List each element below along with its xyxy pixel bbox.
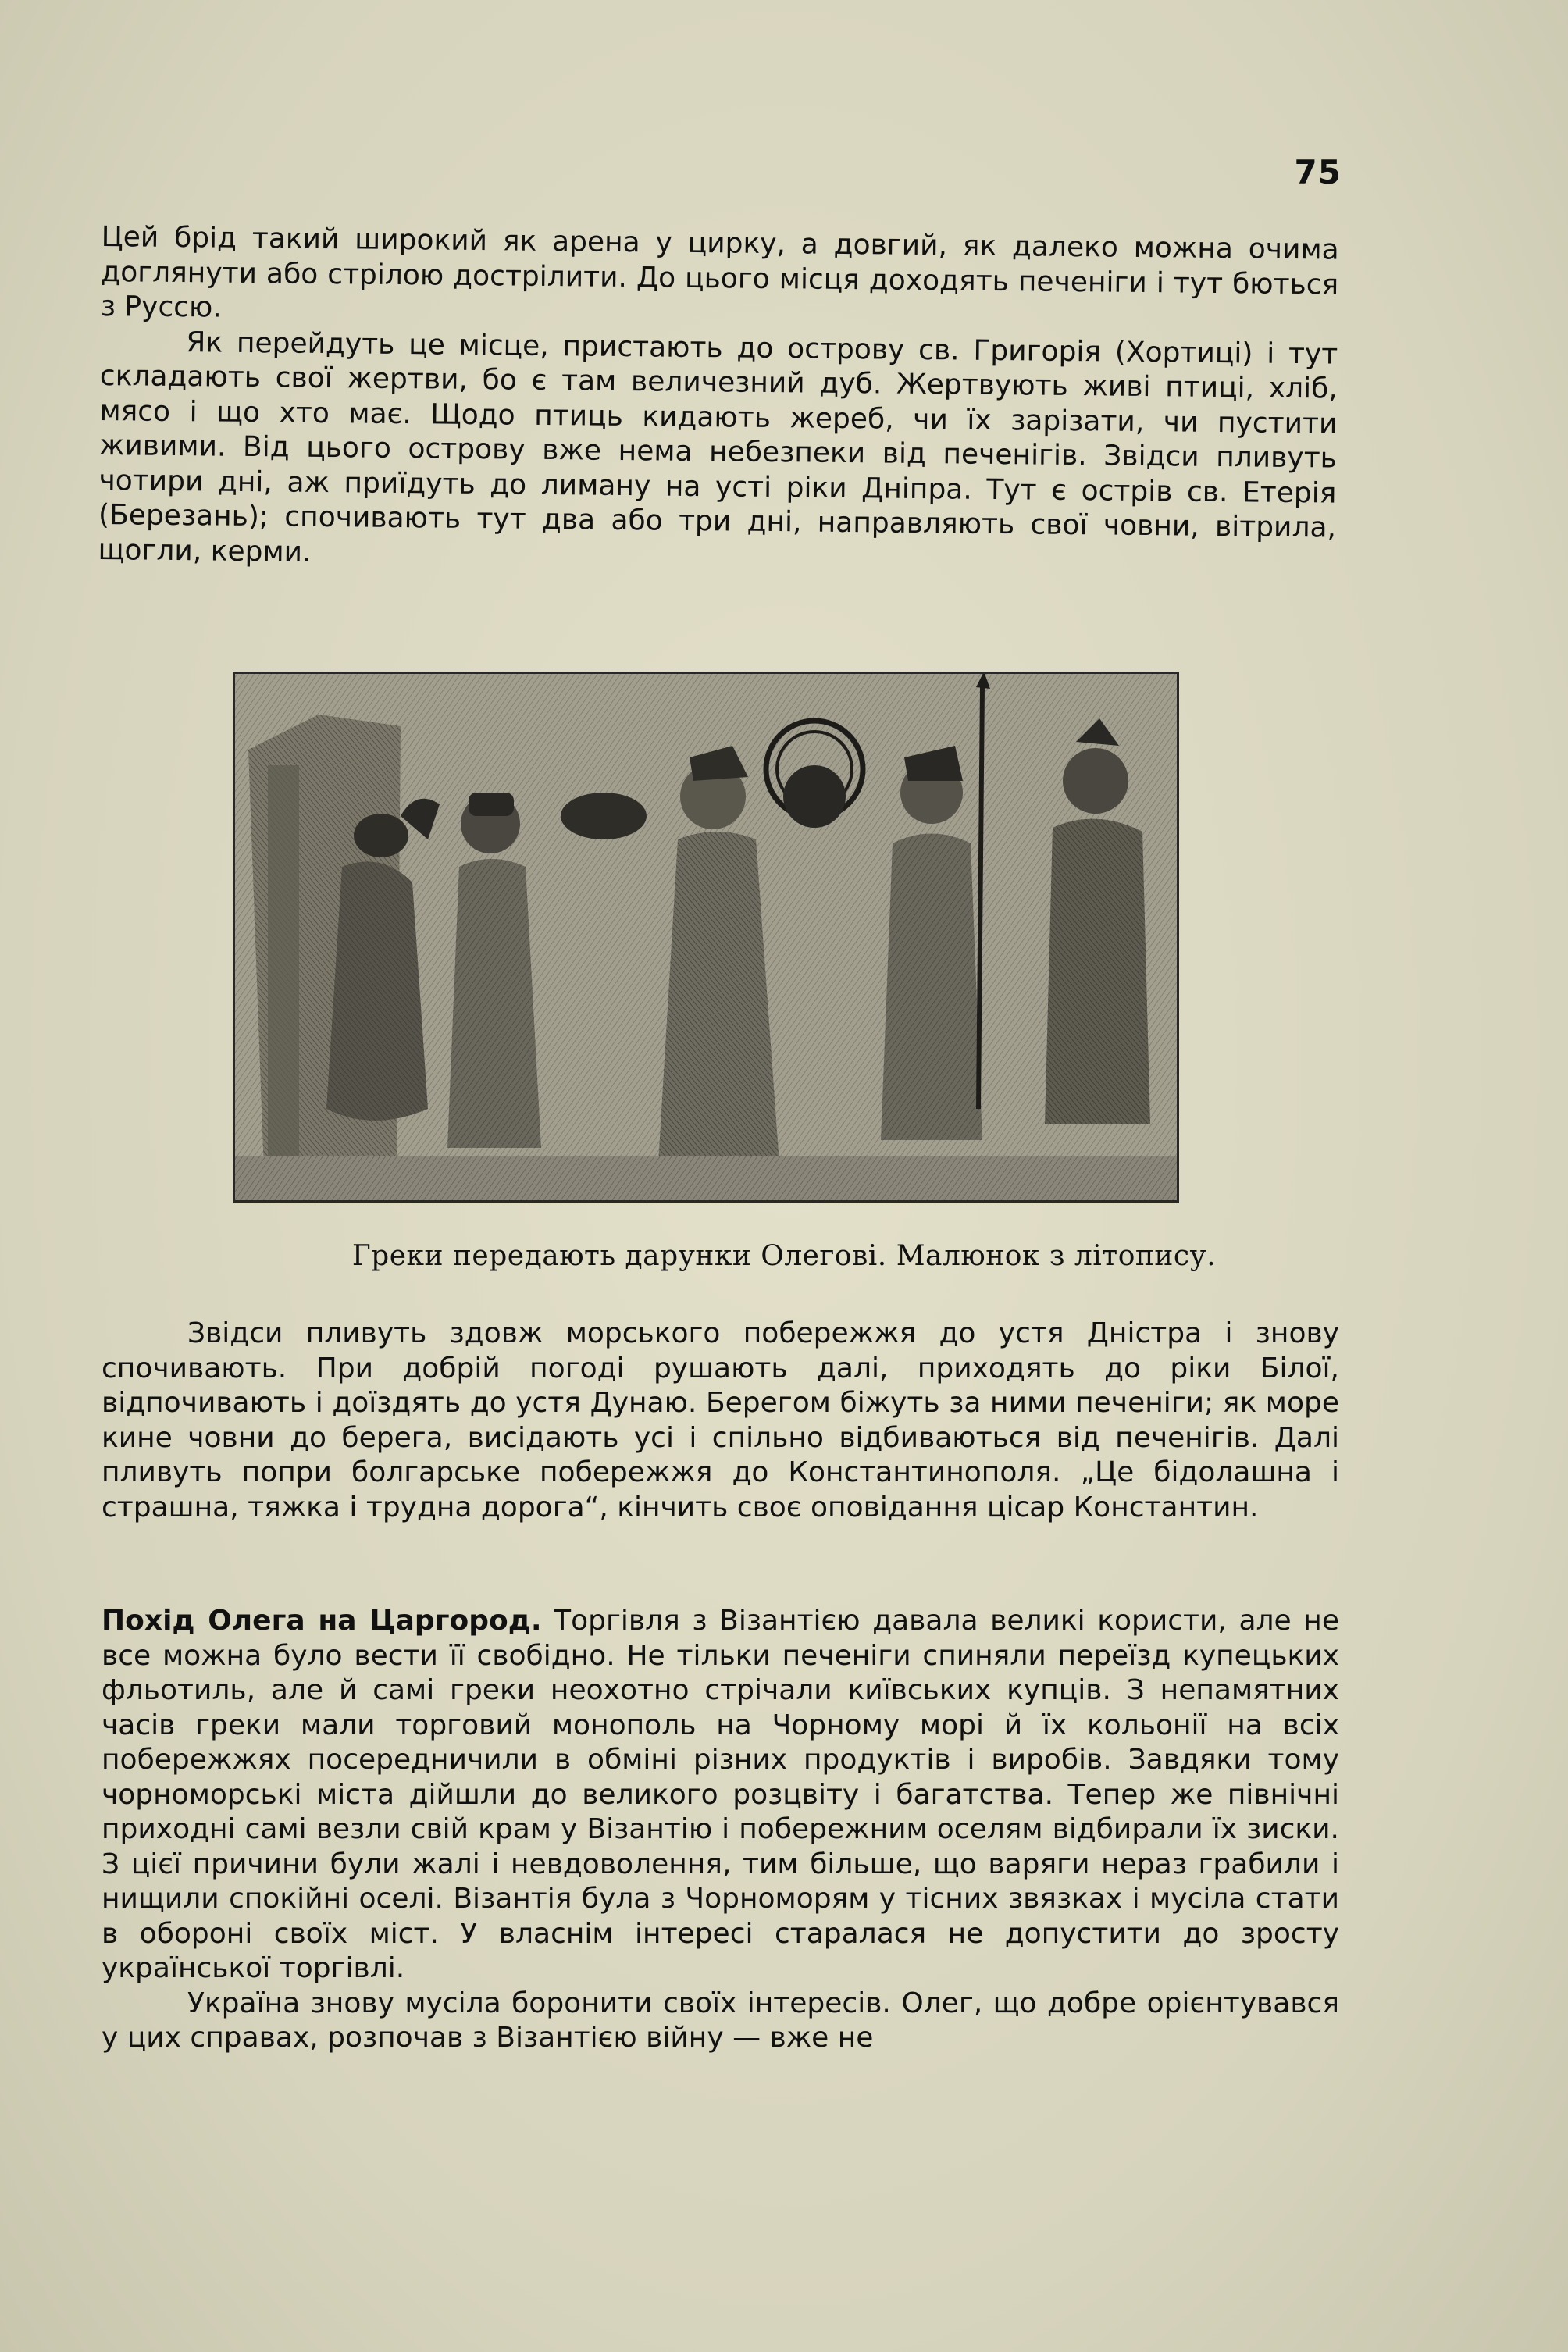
figure-caption: Греки передають дарунки Олегові. Малюнок з літопису. (351, 1240, 1217, 1272)
middle-text-block (102, 1317, 1339, 1525)
section-oleg-campaign (102, 1604, 1339, 2056)
paragraph-dniester: Звідси пливуть здовж морського побережжя до устя Дністра і знову спочивають. При добрій погоді рушають далі, приходять до ріки Білої, відпочивають і доїздять до устя Дунаю. Берегом біжуть за ними печеніги; як море кине човни до берега, висідають усі і спільно відбиваються від печенігів. Далі пливуть попри болгарське побережжя до Константинополя. „Це бідолашна і страшна, тяжка і трудна дорога“, кінчить своє оповідання цісар Константин. (102, 1317, 1339, 1523)
paragraph-ukraine: Україна знову мусіла боронити своїх інтересів. Олег, що добре орієнтувався у цих справах, розпочав з Візантією війну — вже не (102, 1987, 1339, 2054)
top-text-block (98, 220, 1339, 581)
chronicle-illustration (233, 672, 1179, 1203)
section-heading: Похід Олега на Царгород. (102, 1605, 542, 1637)
paragraph-ford: Цей брід такий широкий як арена у цирку, а довгий, як далеко можна очима доглянути або стрілою дострілити. До цього місця доходять печеніги і тут бються з Руссю. (100, 220, 1339, 324)
page-number: 75 (1294, 153, 1342, 191)
paragraph-khortytsia: Як перейдуть це місце, пристають до острову св. Григорія (Хортиці) і тут складають свої жертви, бо є там величезний дуб. Жертвують живі птиці, хліб, мясо і що хто має. Щодо птиць кидають жереб, чи їх зарізати, чи пустити живими. Від цього острову вже нема небезпеки від печенігів. Звідси пливуть чотири дні, аж приїдуть до лиману на усті ріки Дніпра. Тут є острів св. Етерія (Березань); спочивають тут два або три дні, направляють свої човни, вітрила, щогли, керми. (98, 326, 1338, 568)
paragraph-trade-text: Торгівля з Візантією давала великі користи, але не все можна було вести її свобідно. Не тільки печеніги спиняли переїзд купецьких фльотиль, але й самі греки неохотно стрічали київських купців. З непамятних часів греки мали торговий монополь на Чорному морі й їх кольонії на всіх побережжях посередничили в обміні різних продуктів і виробів. Завдяки тому чорноморські міста дійшли до великого розцвіту і багатства. Тепер же північні приходні самі везли свій крам у Візантію і побережним оселям відбирали їх зиски. З цієї причини були жалі і невдоволення, тим більше, що варяги нераз грабили і нищили спокійні оселі. Візантія була з Чорноморям у тісних звязках і мусіла стати в обороні своїх міст. У власнім інтересі старалася не допустити до зросту української торгівлі. (102, 1605, 1339, 1984)
paragraph-trade (102, 1604, 1339, 1987)
chronicle-illustration-drawing (233, 672, 1179, 1203)
